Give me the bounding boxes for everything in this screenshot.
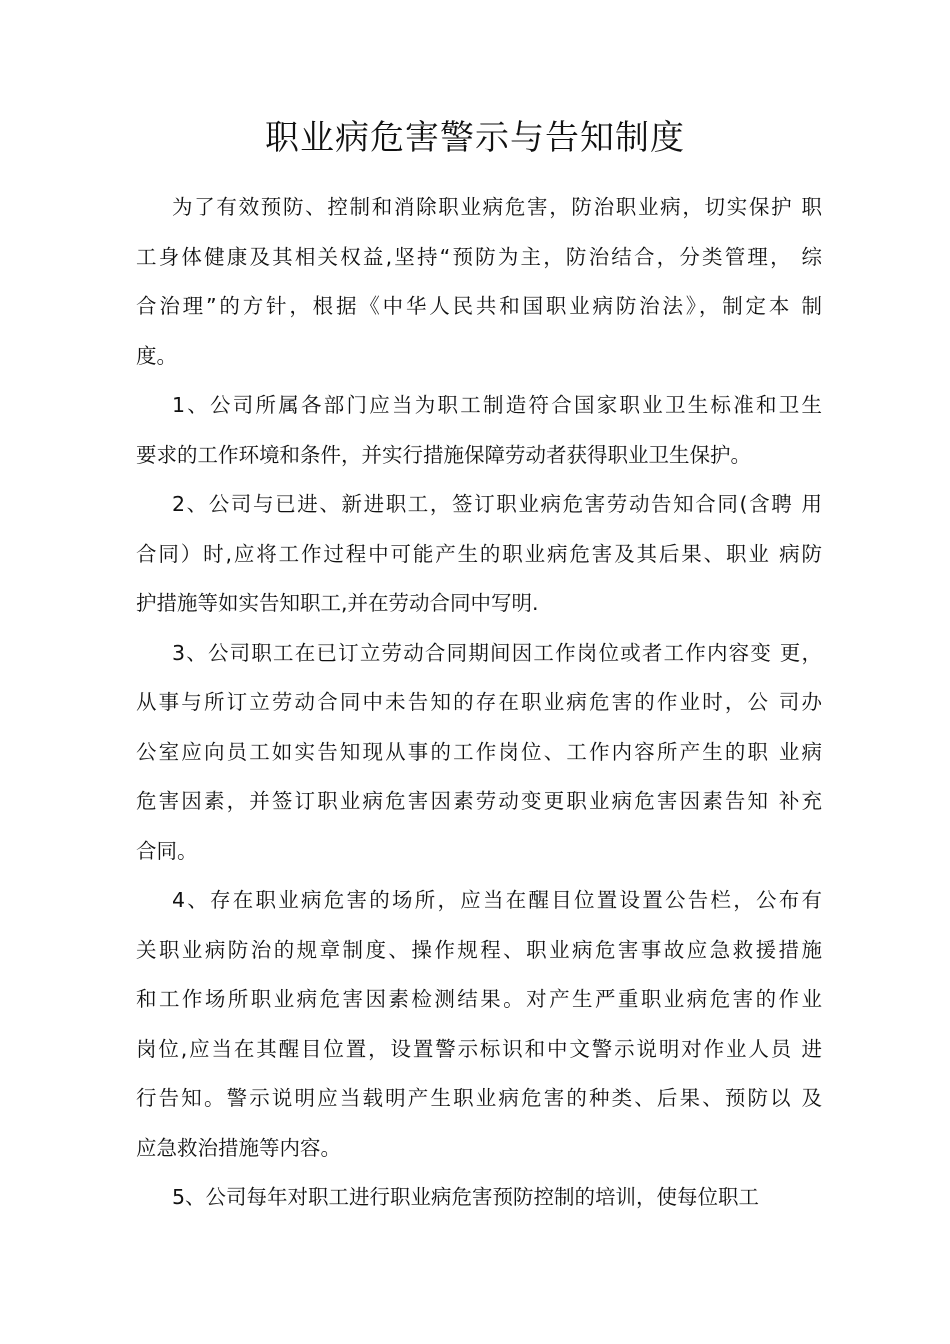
paragraph-line: 度。 [136,343,177,368]
paragraph-line: 合同）时,应将工作过程中可能产生的职业病危害及其后果、职业 病防 [136,541,822,566]
paragraph-line: 3、公司职工在已订立劳动合同期间因工作岗位或者工作内容变 更， [172,640,822,665]
paragraph-line: 5、公司每年对职工进行职业病危害预防控制的培训，使每位职工 [172,1185,760,1209]
paragraph-line: 为了有效预防、控制和消除职业病危害，防治职业病，切实保护 职 [172,195,822,219]
paragraph-intro [136,183,822,381]
paragraph-line: 4、存在职业病危害的场所，应当在醒目位置设置公告栏，公布有 [172,888,822,912]
paragraph-line: 公室应向员工如实告知现从事的工作岗位、工作内容所产生的职 业病 [136,739,822,764]
paragraph-item-5 [136,1173,822,1223]
document-body [136,183,822,1223]
paragraph-line: 关职业病防治的规章制度、操作规程、职业病危害事故应急救援措施 [136,937,822,962]
paragraph-line: 危害因素，并签订职业病危害因素劳动变更职业病危害因素告知 补充 [136,789,822,813]
paragraph-line: 1、公司所属各部门应当为职工制造符合国家职业卫生标准和卫生 [172,393,822,417]
paragraph-line: 工身体健康及其相关权益,坚持“预防为主，防治结合，分类管理， 综 [136,244,822,269]
paragraph-item-2 [136,480,822,629]
paragraph-line: 合治理”的方针，根据《中华人民共和国职业病防治法》，制定本 制 [136,294,822,318]
paragraph-line: 合同。 [136,838,198,863]
paragraph-line: 护措施等如实告知职工,并在劳动合同中写明. [136,591,539,615]
document-title: 职业病危害警示与告知制度 [265,118,685,158]
paragraph-item-1 [136,381,822,480]
paragraph-line: 2、公司与已进、新进职工，签订职业病危害劳动告知合同(含聘 用 [172,492,822,516]
paragraph-line: 岗位,应当在其醒目位置，设置警示标识和中文警示说明对作业人员 进 [136,1036,822,1061]
paragraph-line: 应急救治措施等内容。 [136,1135,341,1160]
paragraph-line: 行告知。警示说明应当载明产生职业病危害的种类、后果、预防以 及 [136,1086,822,1110]
paragraph-line: 要求的工作环境和条件，并实行措施保障劳动者获得职业卫生保护。 [136,442,751,467]
paragraph-item-4 [136,876,822,1173]
paragraph-line: 从事与所订立劳动合同中未告知的存在职业病危害的作业时，公 司办 [136,690,822,714]
paragraph-item-3 [136,629,822,877]
paragraph-line: 和工作场所职业病危害因素检测结果。对产生严重职业病危害的作业 [136,987,822,1011]
